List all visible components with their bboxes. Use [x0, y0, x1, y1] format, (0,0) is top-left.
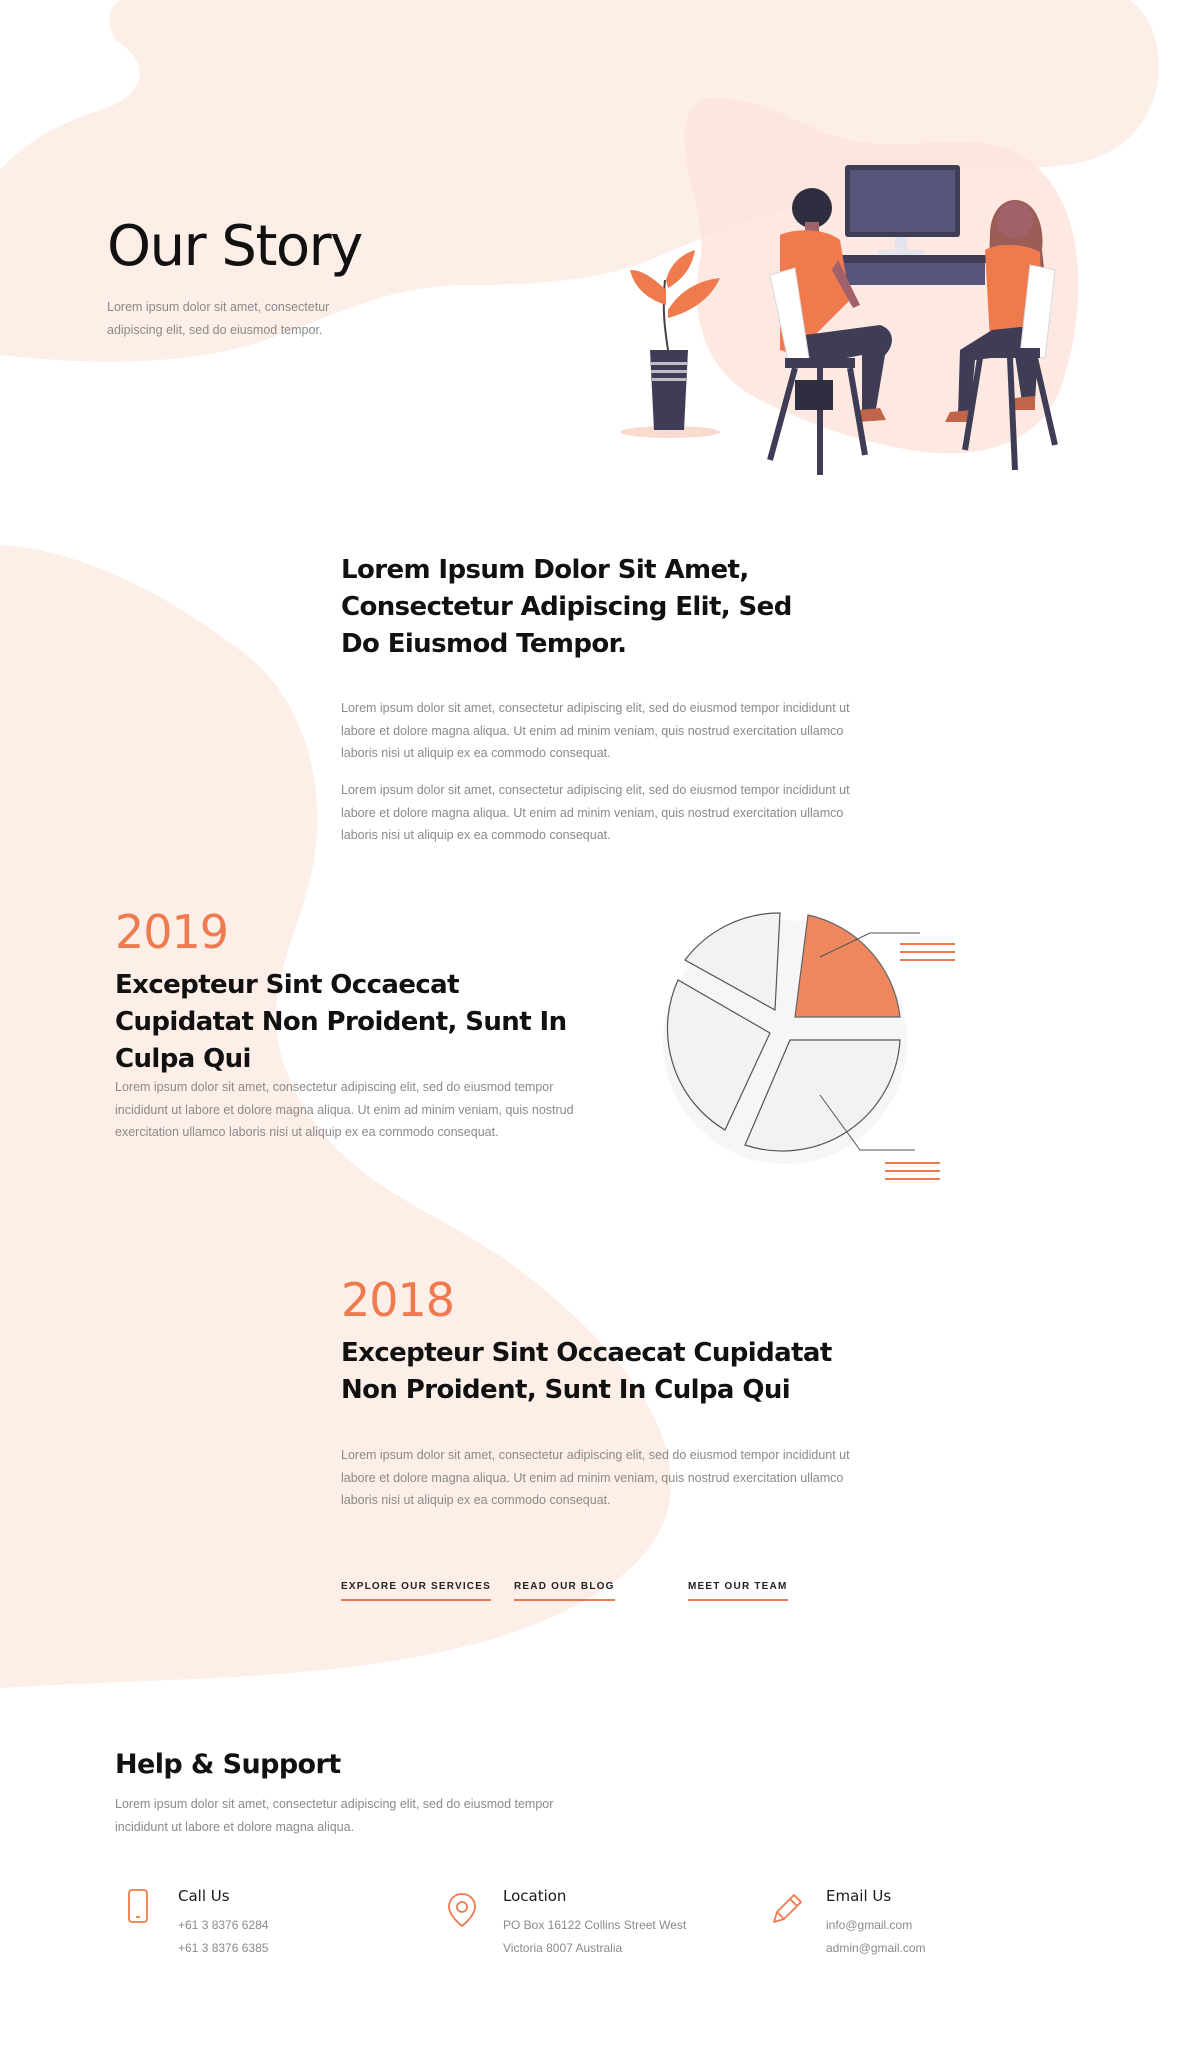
hero-subtitle: Lorem ipsum dolor sit amet, consectetur adipiscing elit, sed do eiusmod tempor.	[107, 300, 330, 337]
plant	[630, 250, 720, 430]
pie-slice-highlight	[795, 915, 900, 1017]
milestone-heading: Excepteur Sint Occaecat Cupidatat Non Proident, Sunt In Culpa Qui	[115, 970, 567, 1074]
team-working-illustration	[610, 140, 1070, 480]
phone-icon	[126, 1888, 150, 1924]
computer-monitor	[845, 165, 960, 255]
milestone-paragraph: Lorem ipsum dolor sit amet, consectetur adipiscing elit, sed do eiusmod tempor incididunt ut labore et dolore magna aliqua. Ut enim ad minim veniam, quis nostrud exercitation ullamco laboris nisi ut aliquip ex ea commodo consequat.	[115, 1080, 574, 1139]
person-right	[945, 200, 1055, 470]
contact-address-2: Victoria 8007 Australia	[503, 1941, 623, 1955]
help-support-title: Help & Support	[115, 1749, 341, 1780]
contact-address-1: PO Box 16122 Collins Street West	[503, 1918, 687, 1932]
milestone-year: 2019	[115, 905, 229, 959]
milestone-heading: Excepteur Sint Occaecat Cupidatat Non Proident, Sunt In Culpa Qui	[341, 1338, 832, 1405]
intro-heading: Lorem Ipsum Dolor Sit Amet, Consectetur Adipiscing Elit, Sed Do Eiusmod Tempor.	[341, 555, 792, 659]
pie-chart-illustration	[660, 905, 980, 1195]
intro-paragraph-1: Lorem ipsum dolor sit amet, consectetur adipiscing elit, sed do eiusmod tempor incididunt ut labore et dolore magna aliqua. Ut enim ad minim veniam, quis nostrud exercitation ullamco laboris nisi ut aliquip ex ea commodo consequat.	[341, 701, 850, 760]
meet-team-link[interactable]: MEET OUR TEAM	[688, 1581, 788, 1601]
contact-phone-1[interactable]: +61 3 8376 6284	[178, 1918, 269, 1932]
contact-email-2[interactable]: admin@gmail.com	[826, 1941, 926, 1955]
intro-paragraph-2: Lorem ipsum dolor sit amet, consectetur adipiscing elit, sed do eiusmod tempor incididunt ut labore et dolore magna aliqua. Ut enim ad minim veniam, quis nostrud exercitation ullamco laboris nisi ut aliquip ex ea commodo consequat.	[341, 783, 850, 842]
help-support-paragraph: Lorem ipsum dolor sit amet, consectetur adipiscing elit, sed do eiusmod tempor incididunt ut labore et dolore magna aliqua.	[115, 1797, 554, 1834]
contact-title: Call Us	[178, 1887, 230, 1905]
contact-title: Email Us	[826, 1887, 892, 1905]
contact-phone-2[interactable]: +61 3 8376 6385	[178, 1941, 269, 1955]
explore-services-link[interactable]: EXPLORE OUR SERVICES	[341, 1581, 491, 1601]
page-title: Our Story	[107, 214, 362, 279]
read-blog-link[interactable]: READ OUR BLOG	[514, 1581, 615, 1601]
contact-email-1[interactable]: info@gmail.com	[826, 1918, 913, 1932]
location-pin-icon	[446, 1892, 478, 1928]
pencil-icon	[768, 1892, 804, 1928]
desk	[820, 255, 990, 263]
contact-title: Location	[503, 1887, 567, 1905]
milestone-year: 2018	[341, 1273, 455, 1327]
milestone-paragraph: Lorem ipsum dolor sit amet, consectetur adipiscing elit, sed do eiusmod tempor incididunt ut labore et dolore magna aliqua. Ut enim ad minim veniam, quis nostrud exercitation ullamco laboris nisi ut aliquip ex ea commodo consequat.	[341, 1448, 850, 1507]
